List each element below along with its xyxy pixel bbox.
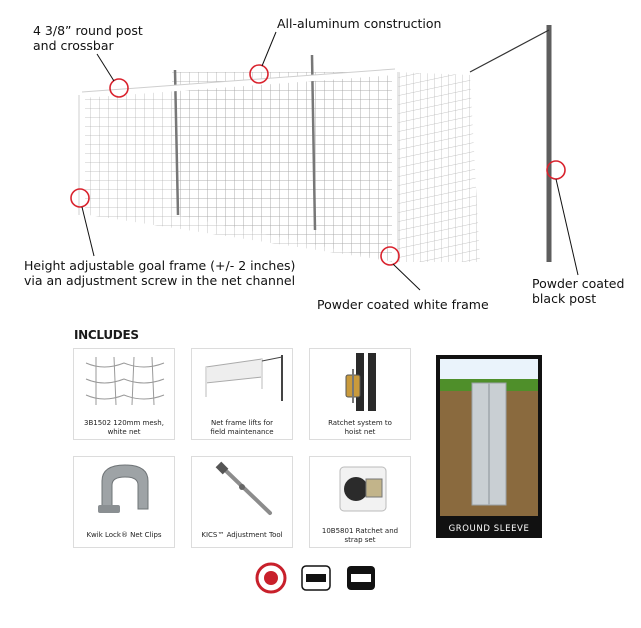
callout-white-frame: Powder coated white frame: [317, 297, 489, 312]
include-label-net: 3B1502 120mm mesh, white net: [84, 419, 164, 436]
meets-nfhs-rules-badge: [255, 562, 287, 594]
net-mesh-icon: [74, 349, 176, 409]
ground-sleeve-panel: [436, 355, 542, 538]
include-card-strap: [309, 456, 411, 548]
ground-sleeve-image: [436, 355, 542, 520]
ncaa-badge: [345, 562, 377, 594]
net-frame-lift-icon: [192, 349, 294, 409]
callout-height-adjustable: Height adjustable goal frame (+/- 2 inches) via an adjustment screw in the net channel: [24, 258, 296, 288]
includes-title: INCLUDES: [74, 328, 139, 342]
include-label-clips: Kwik Lock® Net Clips: [86, 531, 162, 539]
net-clip-icon: [74, 457, 176, 519]
ratchet-strap-icon: [310, 457, 412, 519]
front-net: [82, 72, 395, 262]
callout-aluminum: All-aluminum construction: [277, 16, 442, 31]
include-label-frame-lift: Net frame lifts for field maintenance: [210, 419, 274, 436]
adjustment-tool-icon: [192, 457, 294, 519]
ratchet-system-icon: [310, 349, 412, 411]
include-label-strap: 10B5801 Ratchet and strap set: [321, 527, 399, 544]
include-label-ratchet: Ratchet system to hoist net: [328, 419, 392, 436]
nfhs-badge: [300, 562, 332, 594]
include-card-net: [73, 348, 175, 440]
ground-sleeve-label: GROUND SLEEVE: [448, 524, 530, 534]
callout-post-crossbar: 4 3/8” round post and crossbar: [33, 23, 143, 53]
include-card-frame-lift: [191, 348, 293, 440]
include-card-clips: [73, 456, 175, 548]
side-net: [395, 72, 480, 262]
include-card-ratchet: [309, 348, 411, 440]
include-card-tool: [191, 456, 293, 548]
callout-black-post: Powder coated black post: [532, 276, 625, 306]
include-label-tool: KICS™ Adjustment Tool: [201, 531, 283, 539]
